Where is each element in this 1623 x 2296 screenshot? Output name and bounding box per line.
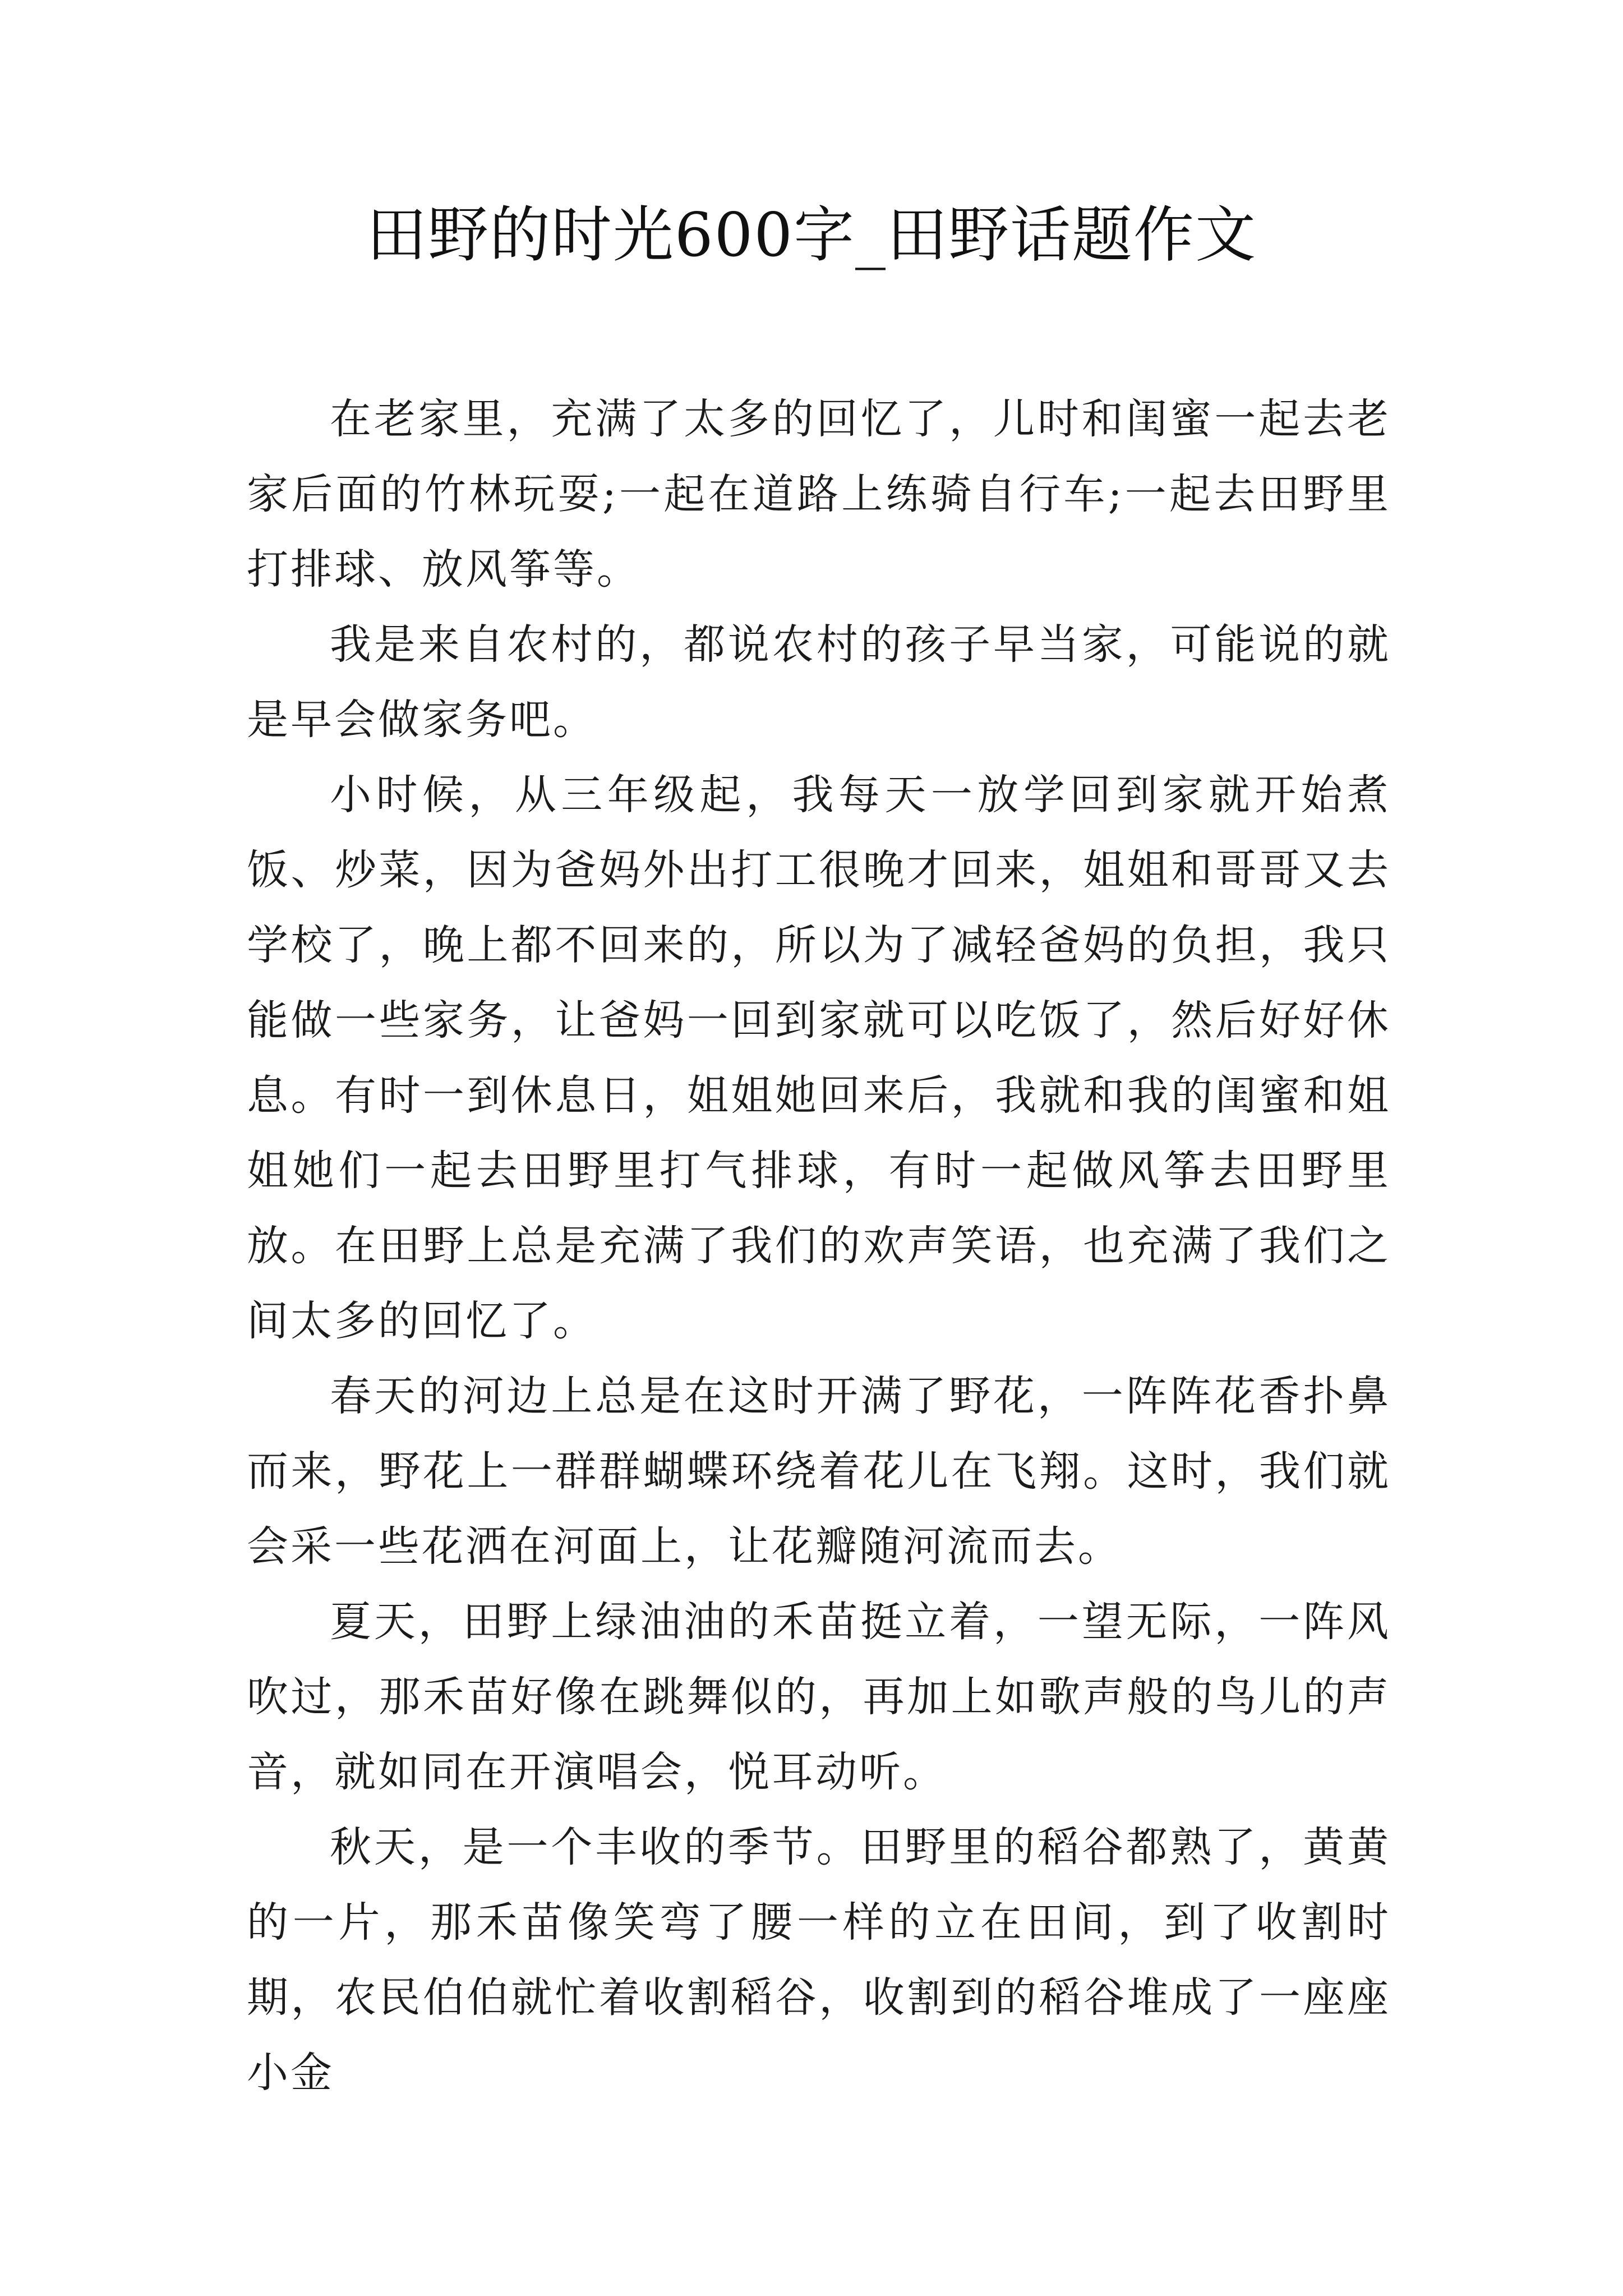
paragraph-5: 夏天，田野上绿油油的禾苗挺立着，一望无际，一阵风吹过，那禾苗好像在跳舞似的，再加上如歌声般的鸟儿的声音，就如同在开演唱会，悦耳动听。 [247,1598,1391,1796]
paragraph-2: 我是来自农村的，都说农村的孩子早当家，可能说的就是早会做家务吧。 [247,620,1391,744]
document-body [247,381,1391,2110]
paragraph-1: 在老家里，充满了太多的回忆了，儿时和闺蜜一起去老家后面的竹林玩耍;一起在道路上练骑自行车;一起去田野里打排球、放风筝等。 [247,395,1391,593]
paragraph-4: 春天的河边上总是在这时开满了野花，一阵阵花香扑鼻而来，野花上一群群蝴蝶环绕着花儿在飞翔。这时，我们就会采一些花洒在河面上，让花瓣随河流而去。 [247,1372,1391,1571]
document-title: 田野的时光600字_田野话题作文 [366,200,1257,270]
paragraph-6: 秋天，是一个丰收的季节。田野里的稻谷都熟了，黄黄的一片，那禾苗像笑弯了腰一样的立在田间，到了收割时期，农民伯伯就忙着收割稻谷，收割到的稻谷堆成了一座座小金 [247,1823,1391,2097]
paragraph-3: 小时候，从三年级起，我每天一放学回到家就开始煮饭、炒菜，因为爸妈外出打工很晚才回来，姐姐和哥哥又去学校了，晚上都不回来的，所以为了减轻爸妈的负担，我只能做一些家务，让爸妈一回到家就可以吃饭了，然后好好休息。有时一到休息日，姐姐她回来后，我就和我的闺蜜和姐姐她们一起去田野里打气排球，有时一起做风筝去田野里放。在田野上总是充满了我们的欢声笑语，也充满了我们之间太多的回忆了。 [247,771,1391,1345]
